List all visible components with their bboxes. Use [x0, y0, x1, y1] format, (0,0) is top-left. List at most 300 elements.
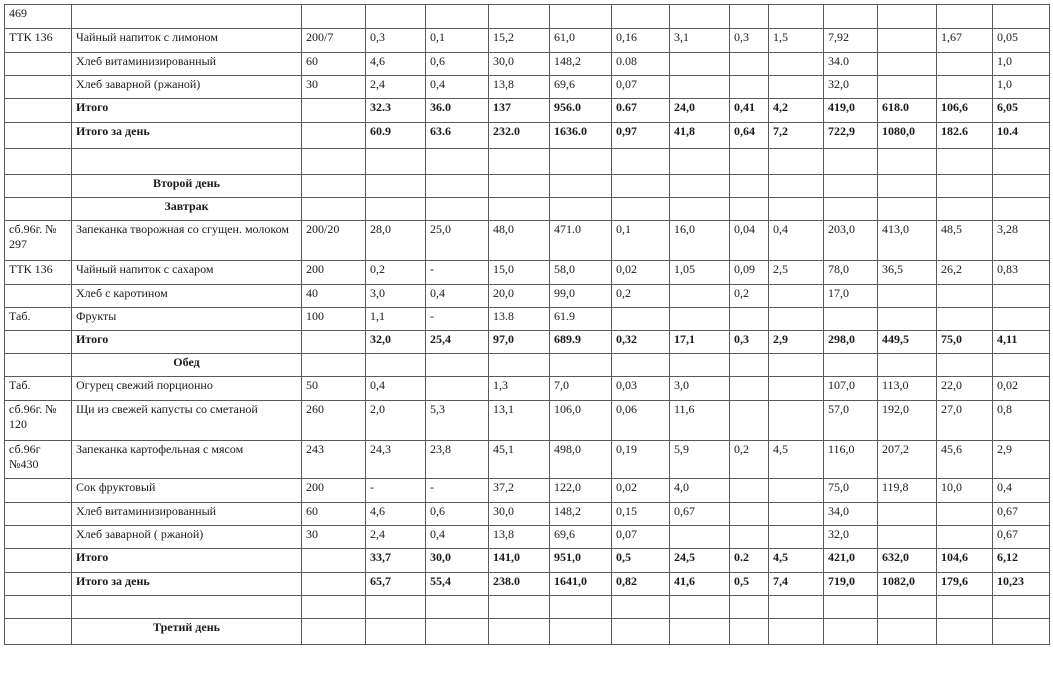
- value-cell: 24,5: [670, 549, 730, 573]
- value-cell: [670, 53, 730, 76]
- table-cell: [937, 619, 993, 645]
- value-cell: [302, 573, 366, 596]
- value-cell: 0,04: [730, 221, 769, 261]
- value-cell: 0,67: [993, 503, 1050, 526]
- table-cell: [824, 198, 878, 221]
- value-cell: 1,05: [670, 261, 730, 285]
- value-cell: 0.2: [730, 549, 769, 573]
- value-cell: [769, 479, 824, 503]
- value-cell: 15,2: [489, 29, 550, 53]
- section-heading: Завтрак: [72, 198, 302, 221]
- value-cell: [769, 377, 824, 401]
- value-cell: 7,4: [769, 573, 824, 596]
- section-heading-row: [5, 354, 1050, 377]
- table-cell: [878, 198, 937, 221]
- value-cell: 78,0: [824, 261, 878, 285]
- value-cell: 15,0: [489, 261, 550, 285]
- value-cell: [937, 53, 993, 76]
- value-cell: 119,8: [878, 479, 937, 503]
- value-cell: 61,0: [550, 29, 612, 53]
- value-cell: 1,0: [993, 53, 1050, 76]
- value-cell: 0,3: [366, 29, 426, 53]
- table-cell: [878, 619, 937, 645]
- value-cell: 1,67: [937, 29, 993, 53]
- value-cell: 17,1: [670, 331, 730, 354]
- value-cell: 5,9: [670, 441, 730, 479]
- table-cell: [366, 198, 426, 221]
- table-cell: [670, 354, 730, 377]
- dish-name-cell: Хлеб заварной (ржаной): [72, 76, 302, 99]
- recipe-ref-cell: [5, 53, 72, 76]
- table-row: [5, 308, 1050, 331]
- value-cell: [302, 99, 366, 123]
- table-cell: [302, 619, 366, 645]
- value-cell: 2,4: [366, 526, 426, 549]
- recipe-ref-cell: сб.96г. № 120: [5, 401, 72, 441]
- value-cell: [302, 331, 366, 354]
- value-cell: 5,3: [426, 401, 489, 441]
- table-cell: [302, 198, 366, 221]
- value-cell: 99,0: [550, 285, 612, 308]
- value-cell: 10.4: [993, 123, 1050, 149]
- value-cell: 4,5: [769, 441, 824, 479]
- value-cell: 7,0: [550, 377, 612, 401]
- value-cell: 0,2: [730, 441, 769, 479]
- table-row: [5, 596, 1050, 619]
- value-cell: [670, 596, 730, 619]
- value-cell: 260: [302, 401, 366, 441]
- value-cell: 100: [302, 308, 366, 331]
- dish-name-cell: Итого: [72, 99, 302, 123]
- value-cell: 298,0: [824, 331, 878, 354]
- value-cell: 6,05: [993, 99, 1050, 123]
- value-cell: 106,0: [550, 401, 612, 441]
- value-cell: [878, 285, 937, 308]
- table-cell: [769, 175, 824, 198]
- table-row: [5, 99, 1050, 123]
- value-cell: 0,06: [612, 401, 670, 441]
- value-cell: [993, 308, 1050, 331]
- value-cell: 148,2: [550, 53, 612, 76]
- table-cell: [878, 354, 937, 377]
- value-cell: 200/7: [302, 29, 366, 53]
- value-cell: 0,67: [993, 526, 1050, 549]
- value-cell: [993, 596, 1050, 619]
- value-cell: 75,0: [824, 479, 878, 503]
- table-row: [5, 401, 1050, 441]
- value-cell: 16,0: [670, 221, 730, 261]
- value-cell: 0,6: [426, 53, 489, 76]
- value-cell: 37,2: [489, 479, 550, 503]
- table-row: [5, 53, 1050, 76]
- table-row: [5, 285, 1050, 308]
- table-cell: [670, 175, 730, 198]
- recipe-ref-cell: [5, 503, 72, 526]
- value-cell: 413,0: [878, 221, 937, 261]
- table-cell: [426, 198, 489, 221]
- value-cell: 0,64: [730, 123, 769, 149]
- value-cell: 203,0: [824, 221, 878, 261]
- recipe-ref-cell: ТТК 136: [5, 29, 72, 53]
- value-cell: 41,8: [670, 123, 730, 149]
- value-cell: 26,2: [937, 261, 993, 285]
- value-cell: 27,0: [937, 401, 993, 441]
- value-cell: 75,0: [937, 331, 993, 354]
- value-cell: [993, 149, 1050, 175]
- table-cell: [5, 175, 72, 198]
- dish-name-cell: Хлеб с каротином: [72, 285, 302, 308]
- value-cell: 23,8: [426, 441, 489, 479]
- value-cell: 50: [302, 377, 366, 401]
- value-cell: [366, 596, 426, 619]
- value-cell: 0,82: [612, 573, 670, 596]
- value-cell: 32,0: [366, 331, 426, 354]
- value-cell: 200/20: [302, 221, 366, 261]
- value-cell: 0,41: [730, 99, 769, 123]
- table-cell: [5, 354, 72, 377]
- table-cell: [993, 198, 1050, 221]
- table-cell: [612, 175, 670, 198]
- table-cell: [937, 175, 993, 198]
- table-cell: [366, 175, 426, 198]
- table-cell: [366, 619, 426, 645]
- value-cell: [878, 596, 937, 619]
- value-cell: [730, 526, 769, 549]
- value-cell: 0.08: [612, 53, 670, 76]
- dish-name-cell: Хлеб заварной ( ржаной): [72, 526, 302, 549]
- value-cell: 0,19: [612, 441, 670, 479]
- dish-name-cell: Итого: [72, 549, 302, 573]
- value-cell: 41,6: [670, 573, 730, 596]
- value-cell: [878, 53, 937, 76]
- table-row: [5, 479, 1050, 503]
- recipe-ref-cell: [5, 149, 72, 175]
- value-cell: [769, 503, 824, 526]
- value-cell: 0,2: [366, 261, 426, 285]
- value-cell: 243: [302, 441, 366, 479]
- value-cell: 30: [302, 526, 366, 549]
- dish-name-cell: Итого за день: [72, 573, 302, 596]
- value-cell: 61.9: [550, 308, 612, 331]
- value-cell: [489, 596, 550, 619]
- value-cell: 0,4: [366, 377, 426, 401]
- value-cell: 148,2: [550, 503, 612, 526]
- table-cell: [769, 619, 824, 645]
- value-cell: 48,5: [937, 221, 993, 261]
- value-cell: [937, 308, 993, 331]
- table-row: [5, 76, 1050, 99]
- value-cell: 0,5: [612, 549, 670, 573]
- section-heading: Третий день: [72, 619, 302, 645]
- table-row: [5, 441, 1050, 479]
- table-cell: [730, 198, 769, 221]
- value-cell: 232.0: [489, 123, 550, 149]
- value-cell: 0,03: [612, 377, 670, 401]
- value-cell: 0,5: [730, 573, 769, 596]
- value-cell: 0,1: [426, 29, 489, 53]
- table-row: [5, 221, 1050, 261]
- value-cell: [878, 503, 937, 526]
- value-cell: 4,0: [670, 479, 730, 503]
- value-cell: [730, 596, 769, 619]
- section-heading-row: [5, 175, 1050, 198]
- table-cell: [937, 198, 993, 221]
- value-cell: 113,0: [878, 377, 937, 401]
- value-cell: 0,2: [730, 285, 769, 308]
- value-cell: [824, 149, 878, 175]
- value-cell: 471.0: [550, 221, 612, 261]
- value-cell: [824, 596, 878, 619]
- value-cell: [670, 76, 730, 99]
- table-row: [5, 123, 1050, 149]
- value-cell: [769, 596, 824, 619]
- value-cell: 63.6: [426, 123, 489, 149]
- value-cell: 1641,0: [550, 573, 612, 596]
- value-cell: 689.9: [550, 331, 612, 354]
- dish-name-cell: Запеканка картофельная с мясом: [72, 441, 302, 479]
- value-cell: [730, 76, 769, 99]
- value-cell: 7,92: [824, 29, 878, 53]
- value-cell: 69,6: [550, 76, 612, 99]
- dish-name-cell: Чайный напиток с лимоном: [72, 29, 302, 53]
- value-cell: 60: [302, 53, 366, 76]
- value-cell: 34.0: [824, 53, 878, 76]
- table-cell: [612, 354, 670, 377]
- table-cell: [824, 175, 878, 198]
- value-cell: 36.0: [426, 99, 489, 123]
- dish-name-cell: Огурец свежий порционно: [72, 377, 302, 401]
- value-cell: [769, 53, 824, 76]
- table-cell: [730, 175, 769, 198]
- value-cell: 6,12: [993, 549, 1050, 573]
- value-cell: 11,6: [670, 401, 730, 441]
- table-row: [5, 503, 1050, 526]
- table-cell: [489, 175, 550, 198]
- value-cell: 0,3: [730, 29, 769, 53]
- table-cell: [670, 198, 730, 221]
- recipe-ref-cell: [5, 526, 72, 549]
- table-cell: [670, 619, 730, 645]
- table-cell: [937, 354, 993, 377]
- table-cell: [426, 354, 489, 377]
- value-cell: 2,9: [993, 441, 1050, 479]
- table-cell: [550, 354, 612, 377]
- table-cell: [730, 619, 769, 645]
- value-cell: 1080,0: [878, 123, 937, 149]
- table-cell: [366, 354, 426, 377]
- value-cell: 0,4: [993, 479, 1050, 503]
- recipe-ref-cell: [5, 285, 72, 308]
- value-cell: [878, 308, 937, 331]
- value-cell: 951,0: [550, 549, 612, 573]
- value-cell: 28,0: [366, 221, 426, 261]
- value-cell: 2,9: [769, 331, 824, 354]
- dish-name-cell: Чайный напиток с сахаром: [72, 261, 302, 285]
- table-cell: [769, 354, 824, 377]
- recipe-ref-cell: [5, 596, 72, 619]
- value-cell: 32,0: [824, 526, 878, 549]
- value-cell: [937, 149, 993, 175]
- table-cell: [5, 198, 72, 221]
- table-cell: [769, 198, 824, 221]
- dish-name-cell: Хлеб витаминизированный: [72, 503, 302, 526]
- table-row: [5, 549, 1050, 573]
- value-cell: 4,2: [769, 99, 824, 123]
- page-number-row: [5, 5, 1050, 29]
- table-cell: [550, 198, 612, 221]
- value-cell: 2,4: [366, 76, 426, 99]
- table-cell: [489, 619, 550, 645]
- recipe-ref-cell: Таб.: [5, 377, 72, 401]
- value-cell: 40: [302, 285, 366, 308]
- value-cell: [730, 401, 769, 441]
- recipe-ref-cell: сб.96г №430: [5, 441, 72, 479]
- value-cell: 25,4: [426, 331, 489, 354]
- value-cell: 200: [302, 261, 366, 285]
- table-cell: [730, 354, 769, 377]
- dish-name-cell: Итого: [72, 331, 302, 354]
- dish-name-cell: Фрукты: [72, 308, 302, 331]
- value-cell: 207,2: [878, 441, 937, 479]
- value-cell: [730, 479, 769, 503]
- value-cell: 419,0: [824, 99, 878, 123]
- table-row: [5, 29, 1050, 53]
- table-cell: [5, 619, 72, 645]
- recipe-ref-cell: [5, 123, 72, 149]
- value-cell: [670, 149, 730, 175]
- table-cell: [302, 354, 366, 377]
- value-cell: [937, 76, 993, 99]
- value-cell: 3,28: [993, 221, 1050, 261]
- value-cell: 0,67: [670, 503, 730, 526]
- table-row: [5, 573, 1050, 596]
- recipe-ref-cell: [5, 76, 72, 99]
- value-cell: 449,5: [878, 331, 937, 354]
- section-heading-row: [5, 198, 1050, 221]
- value-cell: [302, 596, 366, 619]
- section-heading: Обед: [72, 354, 302, 377]
- value-cell: 32.3: [366, 99, 426, 123]
- value-cell: 0,09: [730, 261, 769, 285]
- value-cell: 0,83: [993, 261, 1050, 285]
- value-cell: 25,0: [426, 221, 489, 261]
- table-cell: [612, 198, 670, 221]
- value-cell: [426, 377, 489, 401]
- table-cell: [426, 619, 489, 645]
- value-cell: [769, 76, 824, 99]
- value-cell: 137: [489, 99, 550, 123]
- dish-name-cell: Сок фруктовый: [72, 479, 302, 503]
- value-cell: [937, 285, 993, 308]
- page-number: 469: [5, 5, 72, 29]
- value-cell: 24,0: [670, 99, 730, 123]
- value-cell: 104,6: [937, 549, 993, 573]
- value-cell: 0,05: [993, 29, 1050, 53]
- recipe-ref-cell: Таб.: [5, 308, 72, 331]
- value-cell: [302, 149, 366, 175]
- value-cell: [769, 285, 824, 308]
- dish-name-cell: Хлеб витаминизированный: [72, 53, 302, 76]
- value-cell: 69,6: [550, 526, 612, 549]
- value-cell: 618.0: [878, 99, 937, 123]
- table-cell: [612, 619, 670, 645]
- value-cell: [878, 29, 937, 53]
- value-cell: 0,07: [612, 526, 670, 549]
- value-cell: 3,0: [366, 285, 426, 308]
- table-cell: [489, 198, 550, 221]
- value-cell: [670, 285, 730, 308]
- value-cell: 0,1: [612, 221, 670, 261]
- value-cell: 0,32: [612, 331, 670, 354]
- menu-nutrition-table: [4, 4, 1050, 645]
- value-cell: 0,97: [612, 123, 670, 149]
- value-cell: 60: [302, 503, 366, 526]
- value-cell: 30: [302, 76, 366, 99]
- value-cell: 4,6: [366, 503, 426, 526]
- value-cell: [824, 308, 878, 331]
- table-cell: [993, 354, 1050, 377]
- value-cell: 1082,0: [878, 573, 937, 596]
- recipe-ref-cell: сб.96г. № 297: [5, 221, 72, 261]
- value-cell: -: [366, 479, 426, 503]
- table-cell: [824, 619, 878, 645]
- value-cell: 632,0: [878, 549, 937, 573]
- value-cell: 2,0: [366, 401, 426, 441]
- value-cell: [670, 526, 730, 549]
- value-cell: 0,4: [769, 221, 824, 261]
- value-cell: 13,8: [489, 526, 550, 549]
- value-cell: 719,0: [824, 573, 878, 596]
- value-cell: [769, 308, 824, 331]
- value-cell: 0,3: [730, 331, 769, 354]
- value-cell: 122,0: [550, 479, 612, 503]
- recipe-ref-cell: [5, 549, 72, 573]
- value-cell: 0.67: [612, 99, 670, 123]
- table-cell: [302, 175, 366, 198]
- value-cell: 0,4: [426, 526, 489, 549]
- value-cell: 10,23: [993, 573, 1050, 596]
- value-cell: 58,0: [550, 261, 612, 285]
- value-cell: 1,5: [769, 29, 824, 53]
- table-row: [5, 331, 1050, 354]
- value-cell: [937, 526, 993, 549]
- value-cell: 0,4: [426, 76, 489, 99]
- value-cell: 182.6: [937, 123, 993, 149]
- table-cell: [993, 175, 1050, 198]
- value-cell: 106,6: [937, 99, 993, 123]
- value-cell: [730, 53, 769, 76]
- table-cell: [550, 175, 612, 198]
- table-cell: [993, 619, 1050, 645]
- dish-name-cell: [72, 596, 302, 619]
- value-cell: 4,5: [769, 549, 824, 573]
- value-cell: 13,1: [489, 401, 550, 441]
- table-cell: [824, 354, 878, 377]
- value-cell: [426, 149, 489, 175]
- table-row: [5, 149, 1050, 175]
- value-cell: [769, 526, 824, 549]
- value-cell: 2,5: [769, 261, 824, 285]
- value-cell: 0,4: [426, 285, 489, 308]
- value-cell: [993, 285, 1050, 308]
- value-cell: 48,0: [489, 221, 550, 261]
- value-cell: [550, 596, 612, 619]
- value-cell: 179,6: [937, 573, 993, 596]
- value-cell: [937, 596, 993, 619]
- table-cell: [878, 175, 937, 198]
- value-cell: 24,3: [366, 441, 426, 479]
- value-cell: 30,0: [489, 53, 550, 76]
